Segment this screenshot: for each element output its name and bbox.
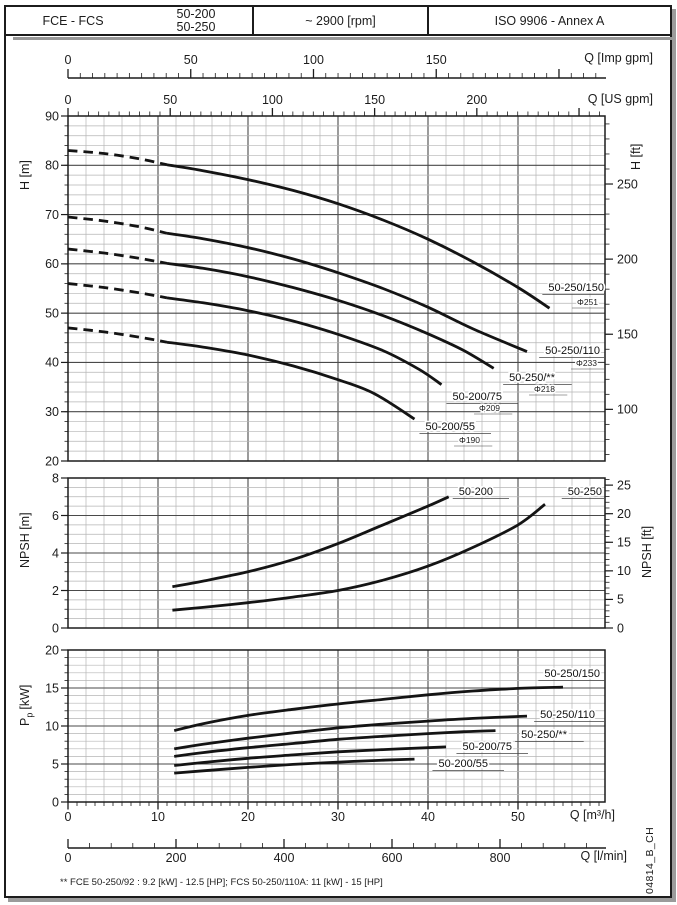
svg-text:80: 80 (45, 158, 59, 173)
svg-text:4: 4 (52, 546, 59, 561)
axis-unit-lmin: Q [l/min] (580, 849, 627, 863)
axis-unit-imp-gpm: Q [Imp gpm] (584, 51, 653, 65)
svg-text:200: 200 (617, 252, 638, 267)
svg-text:15: 15 (45, 681, 59, 696)
svg-text:50-250/**: 50-250/** (509, 372, 555, 384)
svg-text:800: 800 (489, 851, 511, 865)
head-y2-axis-title: H [ft] (629, 143, 643, 170)
svg-text:50: 50 (45, 306, 59, 321)
svg-text:70: 70 (45, 207, 59, 222)
svg-text:150: 150 (364, 93, 386, 107)
svg-text:15: 15 (617, 535, 631, 550)
svg-text:2: 2 (52, 583, 59, 598)
power-curve-50-250- (174, 729, 584, 756)
svg-text:Φ190: Φ190 (459, 435, 480, 445)
svg-text:0: 0 (52, 795, 59, 810)
npsh-plot (52, 471, 631, 635)
power-axis-unit: [kW] (18, 684, 32, 710)
npsh-y-axis-title: NPSH [m] (18, 512, 32, 568)
power-axis-subscript: p (24, 712, 35, 718)
svg-text:20: 20 (45, 643, 59, 658)
npsh-curve-50-250 (172, 486, 604, 610)
svg-text:10: 10 (45, 719, 59, 734)
svg-text:40: 40 (421, 810, 435, 824)
svg-text:50: 50 (183, 53, 198, 67)
power-y-axis-title (18, 685, 35, 726)
svg-text:0: 0 (64, 93, 72, 107)
svg-text:Φ209: Φ209 (479, 403, 500, 413)
svg-text:90: 90 (45, 109, 59, 124)
svg-text:25: 25 (617, 478, 631, 493)
svg-text:20: 20 (617, 507, 631, 521)
svg-text:Φ218: Φ218 (534, 384, 555, 394)
svg-text:0: 0 (64, 53, 72, 67)
head-curve-50-200-55 (68, 328, 492, 446)
axis-unit-m3h: Q [m³/h] (569, 808, 615, 822)
svg-text:50-200: 50-200 (458, 486, 493, 498)
pump-speed: ~ 2900 [rpm] (305, 13, 376, 28)
svg-text:100: 100 (617, 402, 638, 417)
svg-text:20: 20 (241, 810, 255, 824)
svg-text:5: 5 (52, 757, 59, 772)
svg-text:50-200/55: 50-200/55 (438, 758, 488, 770)
svg-text:40: 40 (45, 355, 59, 370)
footnote: ** FCE 50-250/92 : 9.2 [kW] - 12.5 [HP]; FCS 50-250/110A: 11 [kW] - 15 [HP] (60, 877, 383, 888)
svg-text:150: 150 (425, 53, 447, 67)
svg-text:Φ251: Φ251 (577, 297, 598, 307)
svg-text:30: 30 (45, 405, 59, 420)
axis-unit-us-gpm: Q [US gpm] (587, 92, 653, 106)
pump-model-2: 50-250 (176, 19, 216, 34)
npsh-y2-axis-title: NPSH [ft] (640, 525, 654, 578)
svg-text:0: 0 (52, 621, 59, 636)
head-y-axis-title: H [m] (18, 160, 32, 190)
svg-text:100: 100 (303, 53, 324, 67)
svg-text:600: 600 (381, 851, 403, 865)
svg-text:30: 30 (331, 810, 345, 824)
svg-text:6: 6 (52, 508, 59, 523)
svg-text:50: 50 (163, 93, 178, 107)
test-standard: ISO 9906 - Annex A (494, 13, 605, 28)
svg-text:200: 200 (165, 851, 187, 865)
svg-text:50-200/55: 50-200/55 (425, 421, 475, 433)
svg-text:0: 0 (64, 851, 72, 865)
svg-text:0: 0 (617, 621, 624, 636)
svg-text:50: 50 (511, 810, 525, 824)
svg-text:200: 200 (466, 93, 488, 107)
svg-text:5: 5 (617, 592, 624, 607)
svg-text:50-200/75: 50-200/75 (452, 391, 502, 403)
svg-text:50-200/75: 50-200/75 (462, 741, 512, 753)
svg-text:Φ233: Φ233 (576, 358, 597, 368)
svg-text:50-250/110: 50-250/110 (545, 345, 600, 357)
power-plot (45, 643, 605, 809)
svg-text:150: 150 (617, 327, 638, 342)
svg-text:60: 60 (45, 257, 59, 272)
document-code: 04814_B_CH (644, 826, 656, 894)
svg-text:250: 250 (617, 177, 638, 192)
power-axis-symbol: P (18, 717, 32, 726)
svg-text:50-250/**: 50-250/** (521, 729, 567, 741)
svg-text:0: 0 (64, 810, 72, 824)
head-plot (45, 109, 638, 468)
pump-series-label: FCE - FCS (42, 13, 104, 28)
svg-text:50-250/150: 50-250/150 (544, 668, 600, 680)
svg-text:10: 10 (617, 564, 631, 579)
svg-text:8: 8 (52, 471, 59, 486)
pump-model-1: 50-200 (176, 6, 216, 21)
svg-text:10: 10 (151, 810, 165, 824)
svg-text:50-250: 50-250 (567, 486, 602, 498)
svg-text:20: 20 (45, 454, 59, 469)
svg-text:400: 400 (273, 851, 295, 865)
svg-text:50-250/110: 50-250/110 (540, 709, 595, 721)
svg-text:50-250/150: 50-250/150 (548, 282, 604, 294)
svg-text:100: 100 (261, 93, 283, 107)
